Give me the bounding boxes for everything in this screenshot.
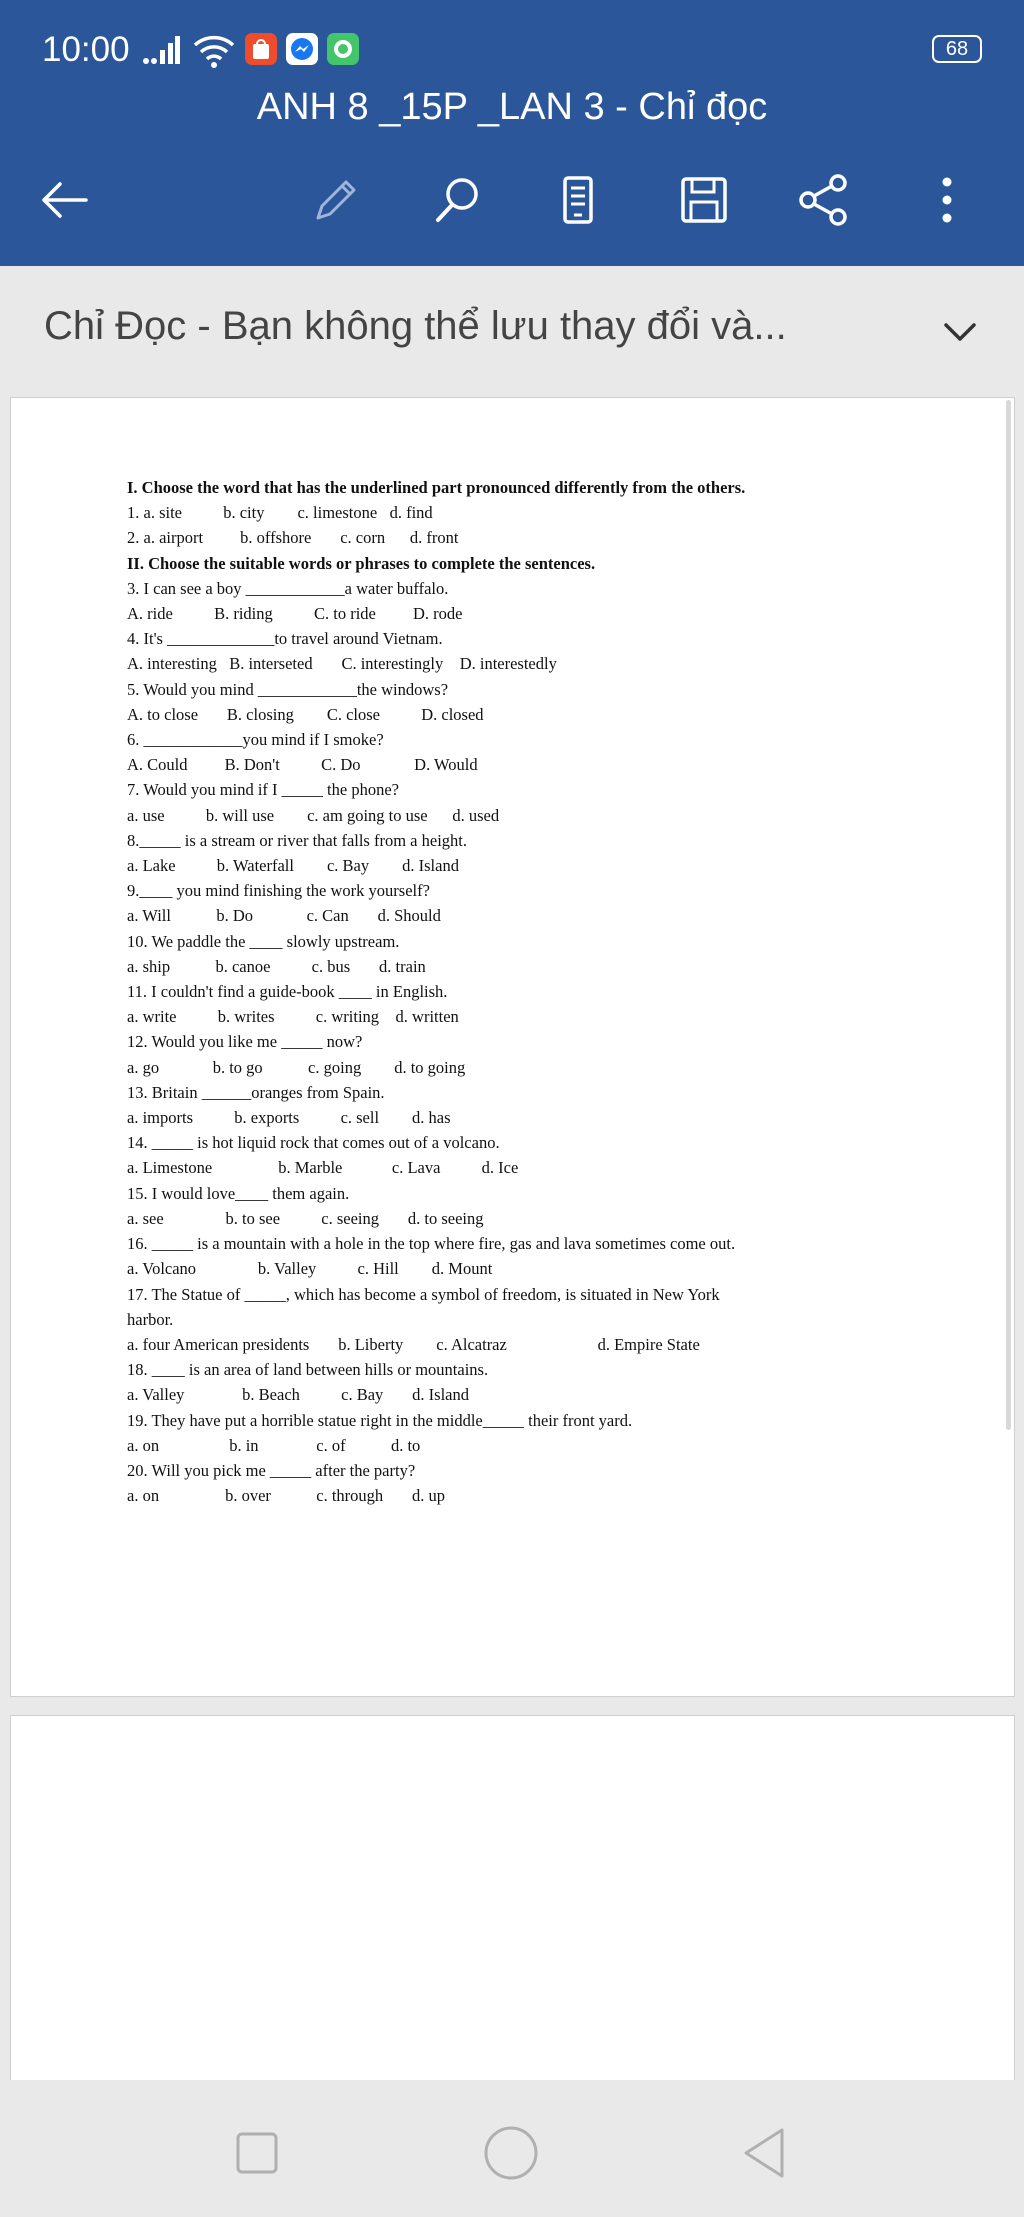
- document-line: 1. a. site b. city c. limestone d. find: [127, 503, 433, 523]
- clock: 10:00: [42, 30, 130, 69]
- document-line: 14. _____ is hot liquid rock that comes out of a volcano.: [127, 1133, 500, 1153]
- more-vertical-icon[interactable]: [917, 170, 977, 230]
- search-icon[interactable]: [428, 170, 488, 230]
- document-line: 19. They have put a horrible statue right in the middle_____ their front yard.: [127, 1410, 633, 1430]
- document-page-2[interactable]: [10, 1715, 1015, 2096]
- app-header: [0, 0, 1024, 266]
- document-line: A. Could B. Don't C. Do D. Would: [127, 755, 478, 775]
- document-line: A. to close B. closing C. close D. closed: [127, 704, 484, 724]
- document-line: 12. Would you like me _____ now?: [127, 1032, 363, 1052]
- document-line: 7. Would you mind if I _____ the phone?: [127, 780, 399, 800]
- document-line: a. Valley b. Beach c. Bay d. Island: [127, 1385, 470, 1405]
- document-line: 10. We paddle the ____ slowly upstream.: [127, 931, 400, 951]
- document-line: 8._____ is a stream or river that falls from a height.: [127, 830, 467, 850]
- shopee-icon: [245, 33, 277, 65]
- messenger-icon: [286, 33, 318, 65]
- edit-pencil-icon[interactable]: [306, 170, 366, 230]
- document-line: a. Lake b. Waterfall c. Bay d. Island: [127, 856, 459, 876]
- document-line: a. Limestone b. Marble c. Lava d. Ice: [127, 1158, 519, 1178]
- battery-level: 68: [945, 37, 969, 60]
- document-line: a. four American presidents b. Liberty c. Alcatraz d. Empire State: [127, 1334, 700, 1354]
- document-line: a. ship b. canoe c. bus d. train: [127, 956, 426, 976]
- chevron-down-icon[interactable]: [938, 310, 982, 354]
- document-line: 17. The Statue of _____, which has become a symbol of freedom, is situated in New York: [127, 1284, 720, 1304]
- document-title: ANH 8 _15P _LAN 3 - Chỉ đọc: [256, 86, 768, 128]
- document-line: a. imports b. exports c. sell d. has: [127, 1108, 451, 1128]
- document-line: 5. Would you mind ____________the windows?: [127, 679, 449, 699]
- document-line: 3. I can see a boy ____________a water buffalo.: [127, 578, 449, 598]
- document-line: A. interesting B. interseted C. interestingly D. interestedly: [127, 654, 557, 674]
- battery-icon: [932, 35, 982, 63]
- home-circle-icon[interactable]: [476, 2118, 546, 2188]
- document-content: [127, 475, 917, 1508]
- share-icon[interactable]: [794, 170, 854, 230]
- read-only-banner[interactable]: [0, 266, 1024, 394]
- document-line: 16. _____ is a mountain with a hole in the top where fire, gas and lava sometimes come out.: [127, 1234, 736, 1254]
- document-line: 13. Britain ______oranges from Spain.: [127, 1082, 385, 1102]
- status-bar: [0, 0, 1024, 100]
- document-line: 20. Will you pick me _____ after the party?: [127, 1460, 416, 1480]
- section-heading: II. Choose the suitable words or phrases to complete the sentences.: [127, 553, 596, 573]
- document-line: a. go b. to go c. going d. to going: [127, 1057, 466, 1077]
- mobile-view-icon[interactable]: [548, 170, 608, 230]
- zalo-icon: [327, 33, 359, 65]
- read-only-banner-text: Chỉ Đọc - Bạn không thể lưu thay đổi và...: [44, 304, 787, 348]
- document-line: harbor.: [127, 1309, 174, 1329]
- document-line: A. ride B. riding C. to ride D. rode: [127, 604, 463, 624]
- page-scrollbar[interactable]: [1006, 400, 1011, 1430]
- document-line: a. see b. to see c. seeing d. to seeing: [127, 1208, 484, 1228]
- document-line: 9.____ you mind finishing the work yourself?: [127, 881, 430, 901]
- document-line: a. use b. will use c. am going to use d. used: [127, 805, 500, 825]
- document-line: 6. ____________you mind if I smoke?: [127, 730, 384, 750]
- document-line: 4. It's _____________to travel around Vietnam.: [127, 629, 443, 649]
- document-line: a. write b. writes c. writing d. written: [127, 1007, 459, 1027]
- document-line: 2. a. airport b. offshore c. corn d. front: [127, 528, 459, 548]
- document-page-1[interactable]: [10, 397, 1015, 1697]
- recents-square-icon[interactable]: [222, 2118, 292, 2188]
- save-icon[interactable]: [674, 170, 734, 230]
- document-line: a. Will b. Do c. Can d. Should: [127, 906, 441, 926]
- document-line: a. on b. over c. through d. up: [127, 1486, 446, 1506]
- section-heading: I. Choose the word that has the underlined part pronounced differently from the others.: [127, 478, 746, 497]
- document-line: 18. ____ is an area of land between hills or mountains.: [127, 1360, 489, 1380]
- back-triangle-icon[interactable]: [730, 2118, 800, 2188]
- document-line: 11. I couldn't find a guide-book ____ in English.: [127, 982, 448, 1002]
- back-arrow-icon[interactable]: [34, 170, 94, 230]
- signal-icon: [142, 34, 180, 66]
- wifi-icon: [192, 32, 236, 68]
- document-line: a. on b. in c. of d. to: [127, 1435, 421, 1455]
- document-line: 15. I would love____ them again.: [127, 1183, 350, 1203]
- document-line: a. Volcano b. Valley c. Hill d. Mount: [127, 1259, 493, 1279]
- android-nav-bar: [0, 2080, 1024, 2217]
- toolbar: [0, 160, 1024, 240]
